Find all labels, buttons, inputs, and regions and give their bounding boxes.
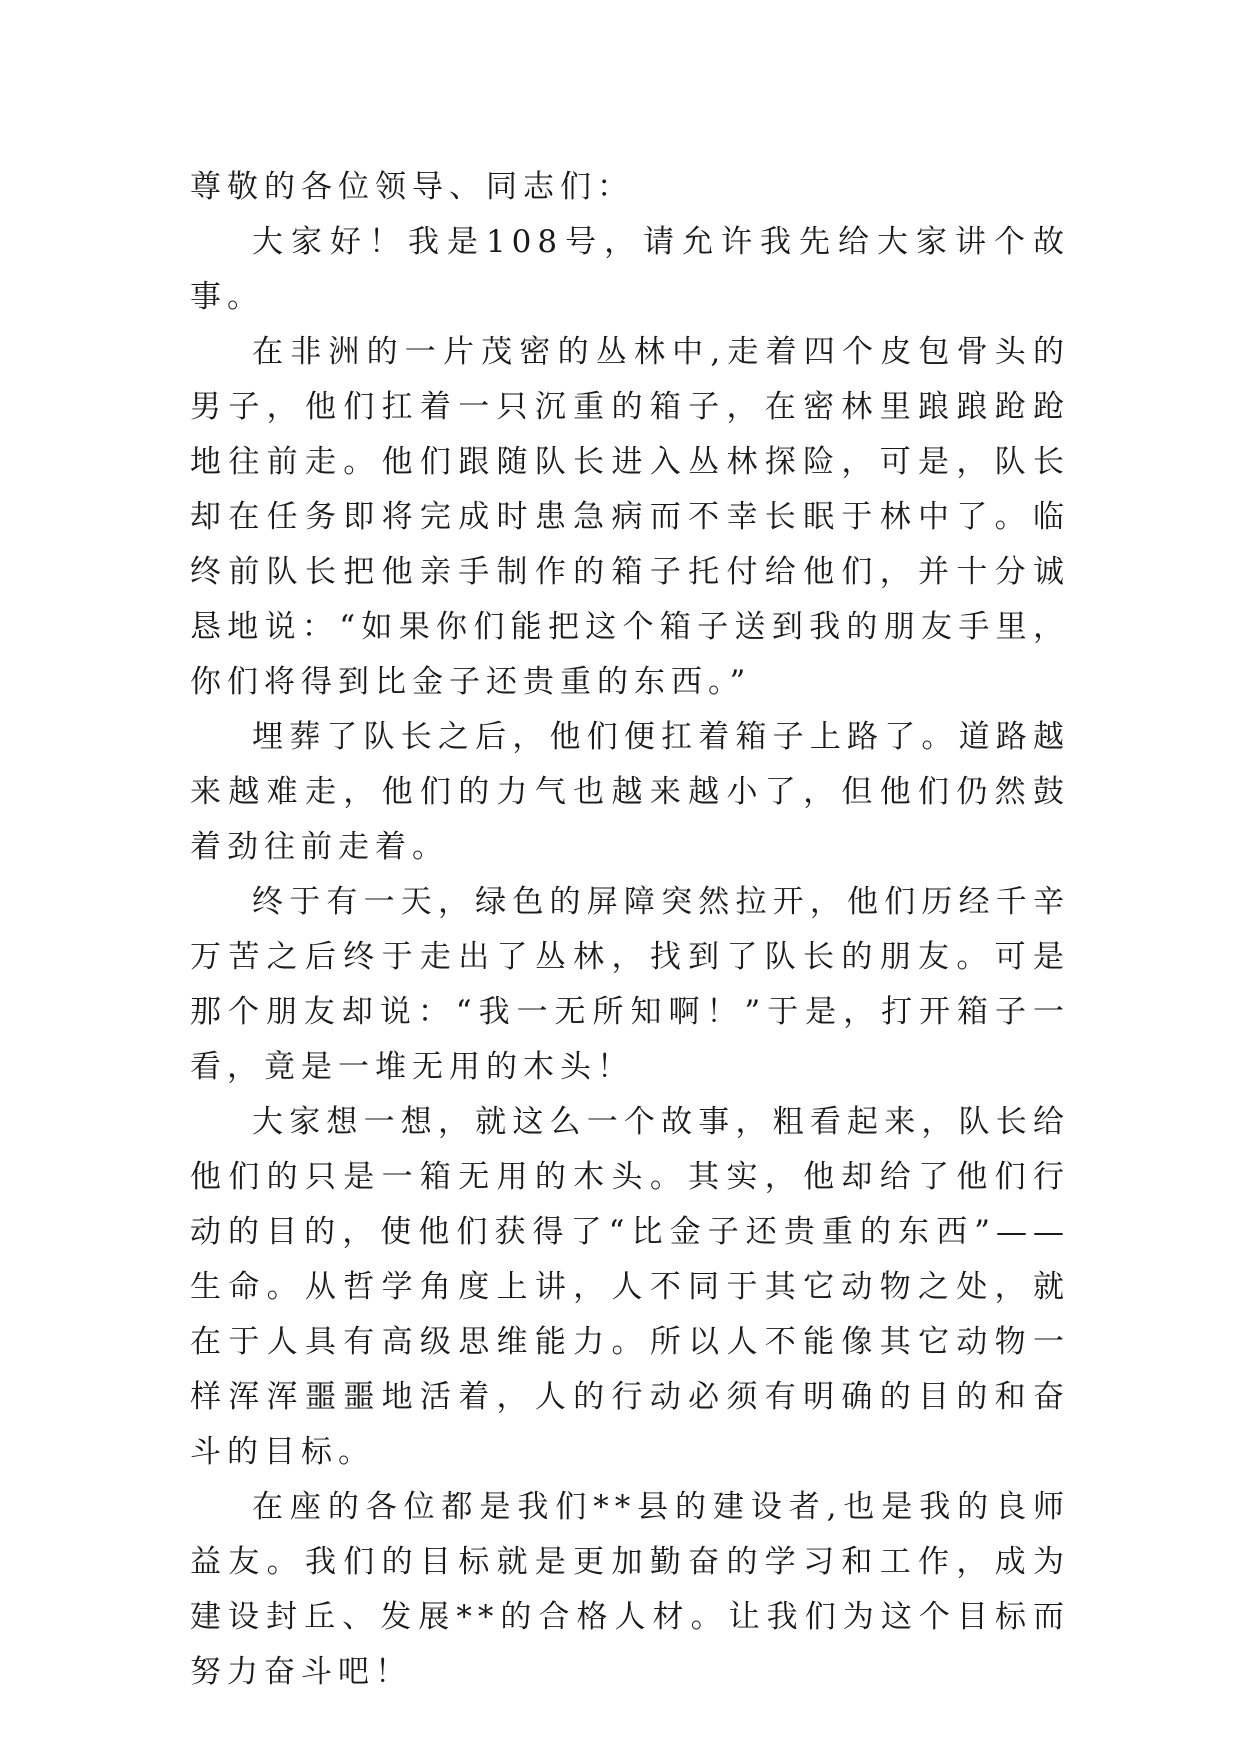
salutation: 尊敬的各位领导、同志们： (190, 169, 634, 205)
speech-body (190, 160, 1070, 1700)
paragraph-reflection: 大家想一想，就这么一个故事，粗看起来，队长给他们的只是一箱无用的木头。其实，他却给了他们行动的目的，使他们获得了“比金子还贵重的东西”——生命。从哲学角度上讲，人不同于其它动物之处，就在于人具有高级思维能力。所以人不能像其它动物一样浑浑噩噩地活着，人的行动必须有明确的目的和奋斗的目标。 (190, 1104, 1070, 1470)
paragraph-greeting: 大家好！我是108号，请允许我先给大家讲个故事。 (190, 224, 1070, 315)
paragraph-revelation: 终于有一天，绿色的屏障突然拉开，他们历经千辛万苦之后终于走出了丛林，找到了队长的朋友。可是那个朋友却说：“我一无所知啊！”于是，打开箱子一看，竟是一堆无用的木头！ (190, 884, 1070, 1085)
paragraph-story-intro: 在非洲的一片茂密的丛林中,走着四个皮包骨头的男子，他们扛着一只沉重的箱子，在密林里踉踉跄跄地往前走。他们跟随队长进入丛林探险，可是，队长却在任务即将完成时患急病而不幸长眠于林中了。临终前队长把他亲手制作的箱子托付给他们，并十分诚恳地说：“如果你们能把这个箱子送到我的朋友手里，你们将得到比金子还贵重的东西。” (190, 334, 1070, 700)
paragraph-burial: 埋葬了队长之后，他们便扛着箱子上路了。道路越来越难走，他们的力气也越来越小了，但他们仍然鼓着劲往前走着。 (190, 719, 1070, 865)
paragraph-conclusion: 在座的各位都是我们**县的建设者,也是我的良师益友。我们的目标就是更加勤奋的学习和工作，成为建设封丘、发展**的合格人材。让我们为这个目标而努力奋斗吧！ (190, 1489, 1070, 1690)
